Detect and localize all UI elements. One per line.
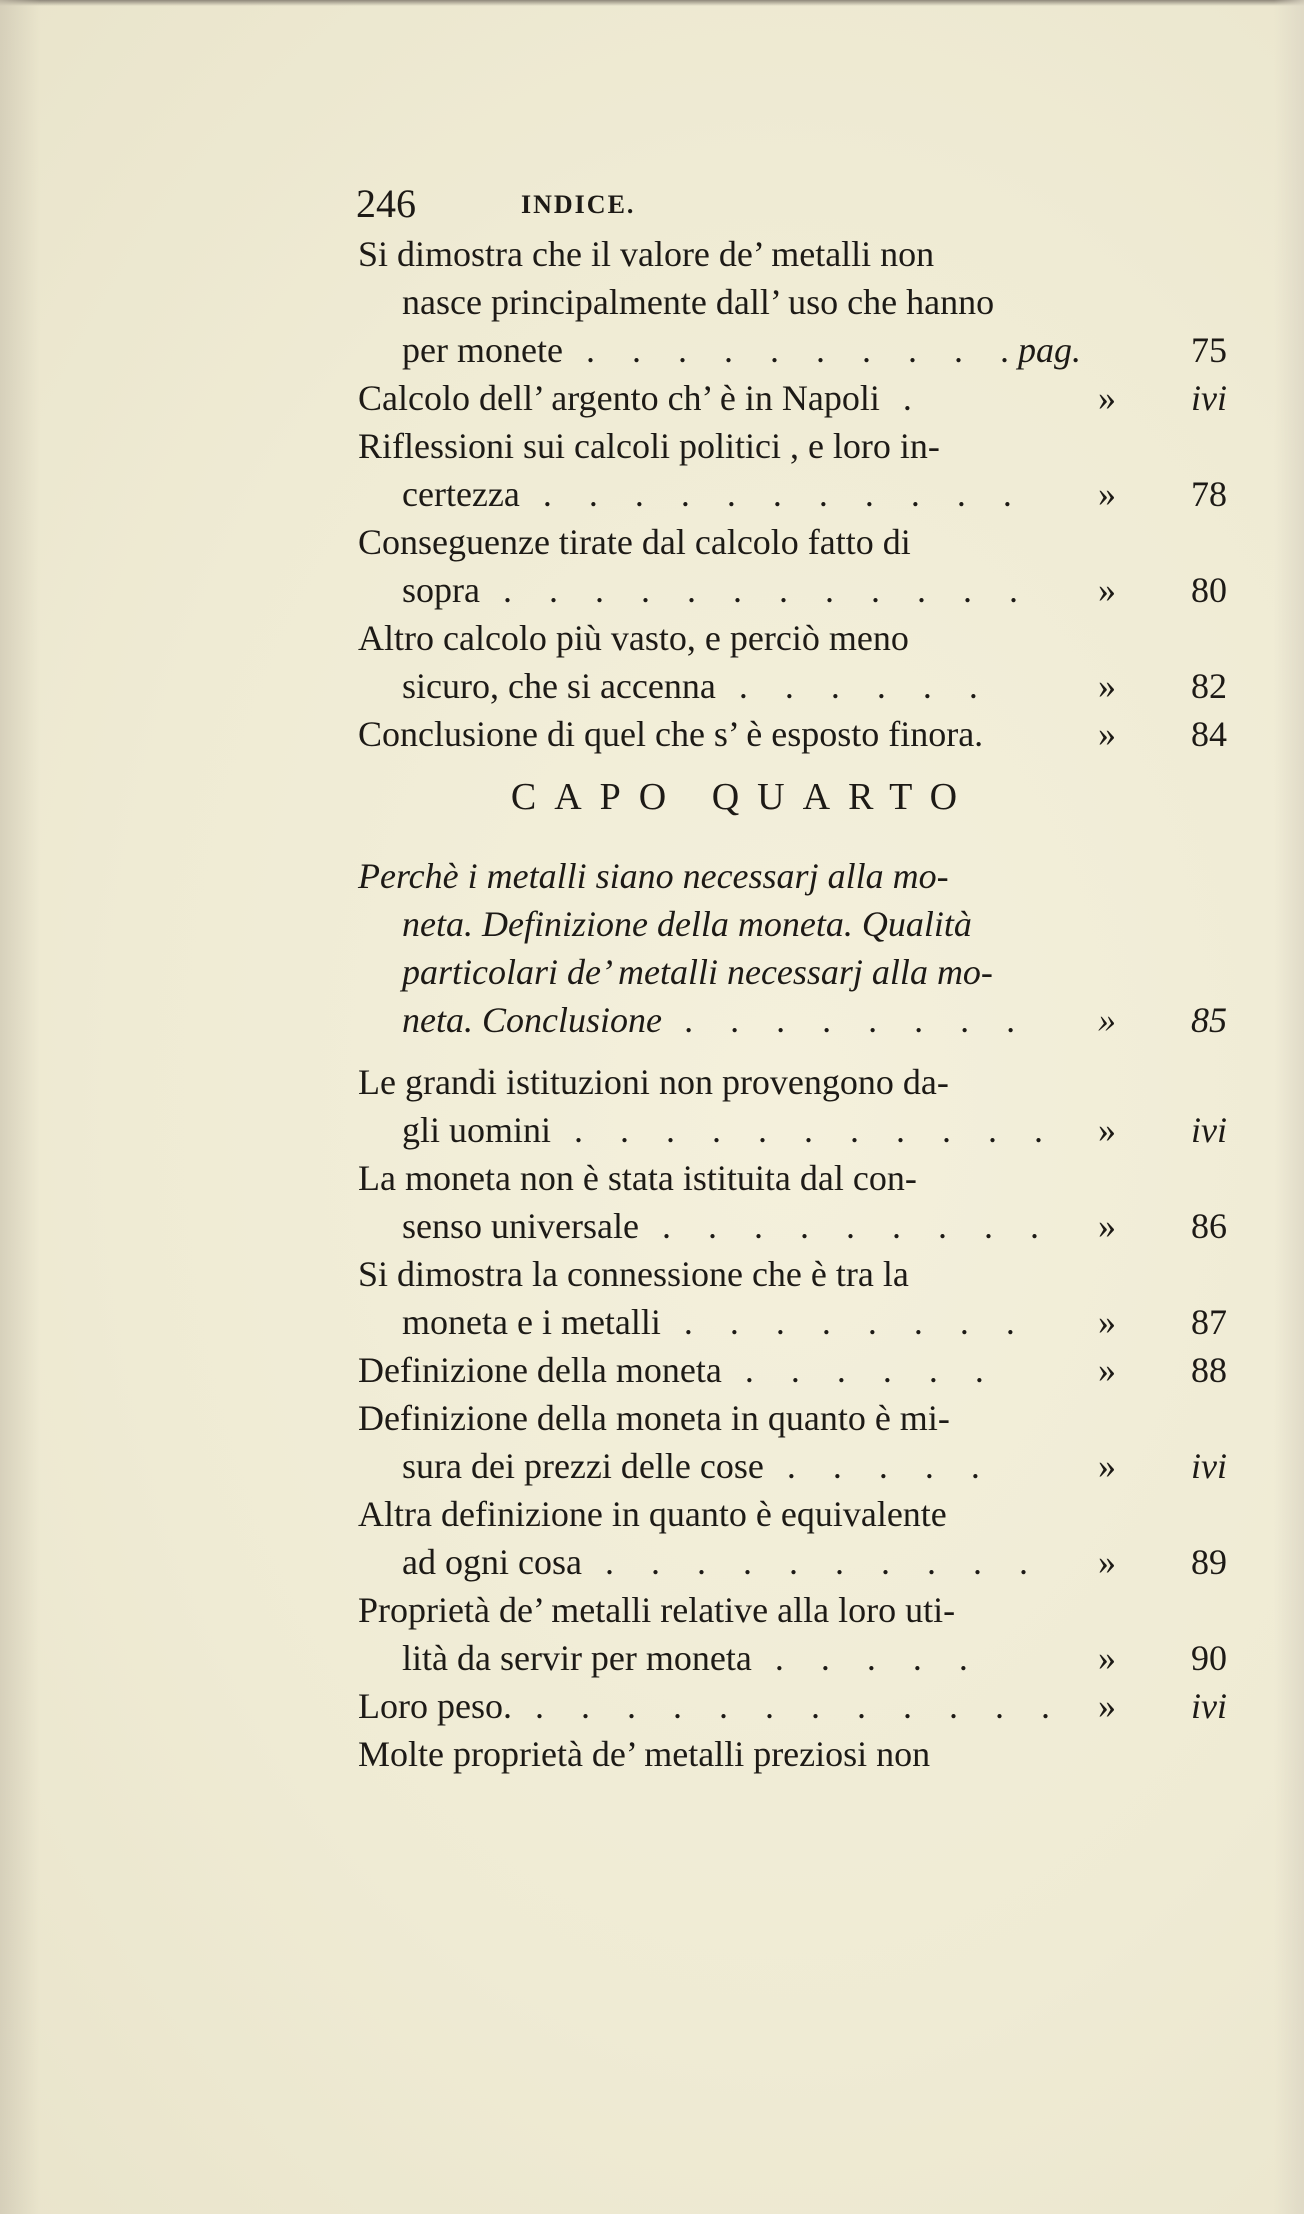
entry-text: Conseguenze tirate dal calcolo fatto di (358, 522, 911, 562)
entry-text: Calcolo dell’ argento ch’ è in Napoli . (358, 378, 926, 418)
entry-text: gli uomini . . . . . . . . . . . (402, 1110, 1058, 1150)
page-reference: 80 (1191, 570, 1227, 610)
index-entry (358, 1058, 1258, 1154)
entry-text: lità da servir per moneta . . . . . (402, 1638, 982, 1678)
entry-text: neta. Definizione della moneta. Qualità (402, 904, 972, 944)
entry-text: Conclusione di quel che s’ è esposto finora. (358, 714, 984, 754)
index-line (358, 662, 1258, 710)
ditto-mark: » (1098, 1206, 1116, 1246)
ditto-mark: » (1098, 474, 1116, 514)
entry-text: Definizione della moneta in quanto è mi- (358, 1398, 950, 1438)
entry-text: certezza . . . . . . . . . . . (402, 474, 1026, 514)
index-line (358, 1730, 1258, 1778)
index-entry (358, 1730, 1258, 1778)
index-line (358, 518, 1258, 566)
page-reference: 88 (1191, 1350, 1227, 1390)
index-line (358, 1106, 1258, 1154)
page-reference: 82 (1191, 666, 1227, 706)
page-top-shadow (0, 0, 1304, 6)
entry-text: nasce principalmente dall’ uso che hanno (402, 282, 995, 322)
ditto-mark: » (1098, 1638, 1116, 1678)
ditto-mark: » (1098, 1302, 1116, 1342)
index-line (358, 1442, 1258, 1490)
index-line (358, 566, 1258, 614)
index-line (358, 1586, 1258, 1634)
page-reference: ivi (1191, 1686, 1227, 1726)
index-line (358, 278, 1258, 326)
ditto-mark: » (1098, 1686, 1116, 1726)
ditto-mark: » (1098, 666, 1116, 706)
entry-text: Molte proprietà de’ metalli preziosi non (358, 1734, 931, 1774)
entry-text: Perchè i metalli siano necessarj alla mo- (358, 856, 949, 896)
ditto-mark: » (1098, 378, 1116, 418)
index-line (358, 1154, 1258, 1202)
leader-dots: . . . . . . . . . . (562, 330, 1023, 370)
entry-text: sura dei prezzi delle cose . . . . . (402, 1446, 994, 1486)
ditto-mark: » (1098, 570, 1116, 610)
index-entries-after (358, 1058, 1258, 1778)
index-line (358, 996, 1258, 1044)
leader-dots: . . . . . (763, 1446, 994, 1486)
entry-text: moneta e i metalli . . . . . . . . (402, 1302, 1029, 1342)
chapter-heading: CAPO QUARTO (510, 776, 976, 818)
index-line (358, 326, 1258, 374)
entry-text: Le grandi istituzioni non provengono da- (358, 1062, 949, 1102)
ditto-mark: » (1098, 1350, 1116, 1390)
entry-text: per monete . . . . . . . . . . (402, 330, 1023, 370)
index-entry (358, 1250, 1258, 1346)
leader-dots: . . . . . . . . (660, 1302, 1029, 1342)
index-line (358, 710, 1258, 758)
index-entry (358, 1682, 1258, 1730)
index-entry (358, 1346, 1258, 1394)
index-entry (358, 422, 1258, 518)
index-line (358, 614, 1258, 662)
entry-text: Riflessioni sui calcoli politici , e loro in- (358, 426, 940, 466)
index-line (358, 1394, 1258, 1442)
entry-text: particolari de’ metalli necessarj alla mo- (402, 952, 993, 992)
entry-text: Definizione della moneta . . . . . . (358, 1350, 998, 1390)
entry-text: Proprietà de’ metalli relative alla loro uti- (358, 1590, 956, 1630)
leader-dots: . . . . . . . . . . . (519, 474, 1026, 514)
running-title: INDICE. (521, 190, 636, 219)
index-line (358, 1202, 1258, 1250)
entry-text: senso universale . . . . . . . . . (402, 1206, 1053, 1246)
chapter-summary (358, 852, 1258, 1044)
index-line (358, 1538, 1258, 1586)
page-reference: 75 (1191, 330, 1227, 370)
ditto-mark: » (1098, 1000, 1116, 1040)
index-entry (358, 614, 1258, 710)
index-line (358, 948, 1258, 996)
index-line (358, 1250, 1258, 1298)
entry-text: Altro calcolo più vasto, e perciò meno (358, 618, 909, 658)
ditto-mark: » (1098, 714, 1116, 754)
index-entry (358, 710, 1258, 758)
entry-text: Altra definizione in quanto è equivalente (358, 1494, 947, 1534)
page-reference: ivi (1191, 378, 1227, 418)
index-line (358, 1346, 1258, 1394)
page-reference: 86 (1191, 1206, 1227, 1246)
leader-dots: . . . . . (751, 1638, 982, 1678)
entry-text: Si dimostra che il valore de’ metalli non (358, 234, 935, 274)
index-entry (358, 374, 1258, 422)
entry-text: ad ogni cosa . . . . . . . . . . (402, 1542, 1042, 1582)
index-entry (358, 1586, 1258, 1682)
index-entry (358, 1394, 1258, 1490)
page-right-edge (1274, 0, 1304, 2214)
index-line (358, 1490, 1258, 1538)
entry-text: neta. Conclusione . . . . . . . . (402, 1000, 1030, 1040)
page-reference: ivi (1191, 1446, 1227, 1486)
leader-dots: . . . . . . . . . . . . (479, 570, 1032, 610)
index-line (358, 422, 1258, 470)
index-line (358, 470, 1258, 518)
leader-dots: . . . . . . . . . (638, 1206, 1053, 1246)
page-reference: 85 (1191, 1000, 1227, 1040)
index-line (358, 1634, 1258, 1682)
entry-text: La moneta non è stata istituita dal con- (358, 1158, 917, 1198)
entry-text: Si dimostra la connessione che è tra la (358, 1254, 909, 1294)
page-label: pag. (1018, 330, 1081, 370)
ditto-mark: » (1098, 1446, 1116, 1486)
page-reference: 89 (1191, 1542, 1227, 1582)
page-number: 246 (356, 181, 416, 226)
index-entry (358, 1490, 1258, 1586)
index-line (358, 1682, 1258, 1730)
leader-dots: . . . . . . (721, 1350, 998, 1390)
index-entries-before (358, 230, 1258, 758)
ditto-mark: » (1098, 1542, 1116, 1582)
entry-text: sicuro, che si accenna . . . . . . (402, 666, 992, 706)
page-reference: 90 (1191, 1638, 1227, 1678)
page-reference: ivi (1191, 1110, 1227, 1150)
index-entry (358, 1154, 1258, 1250)
index-line (358, 900, 1258, 948)
page-reference: 87 (1191, 1302, 1227, 1342)
page-left-edge (0, 0, 40, 2214)
leader-dots: . . . . . . . . . . . . (511, 1686, 1064, 1726)
index-line (358, 230, 1258, 278)
index-entry (358, 230, 1258, 374)
index-line (358, 374, 1258, 422)
entry-text: sopra . . . . . . . . . . . . (402, 570, 1032, 610)
leader-dots: . (879, 378, 926, 418)
index-line (358, 1298, 1258, 1346)
entry-text: Loro peso. . . . . . . . . . . . . (358, 1686, 1064, 1726)
leader-dots: . . . . . . . . (661, 1000, 1030, 1040)
index-line (358, 1058, 1258, 1106)
leader-dots: . . . . . . . . . . . (551, 1110, 1058, 1150)
index-entry (358, 518, 1258, 614)
page-reference: 84 (1191, 714, 1227, 754)
page-header (356, 180, 1236, 230)
ditto-mark: » (1098, 1110, 1116, 1150)
leader-dots: . . . . . . . . . . (581, 1542, 1042, 1582)
index-line (358, 852, 1258, 900)
page-reference: 78 (1191, 474, 1227, 514)
leader-dots: . . . . . . (715, 666, 992, 706)
